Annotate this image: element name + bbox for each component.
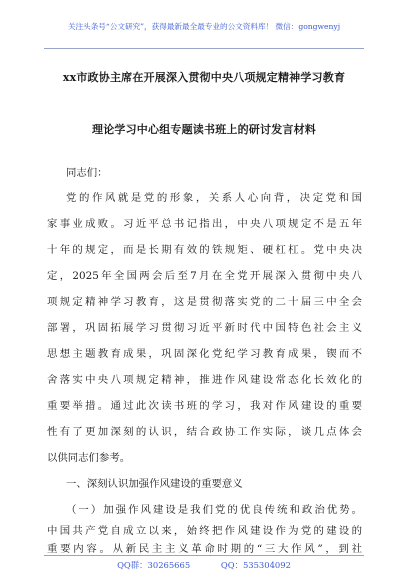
paragraph-line: 以供同志们参考。 (47, 452, 131, 464)
header-banner: 关注头条号“公文研究”，获得最新最全最专业的公文资料库！ 微信：gongwenyj (67, 22, 341, 31)
footer-qq-group: QQ群：30265665 (117, 560, 191, 570)
document-title-line-2: 理论学习中心组专题读书班上的研讨发言材料 (92, 123, 316, 136)
paragraph-line: 项规定精神学习教育，这是贯彻落实党的二十届三中全会 (47, 296, 362, 308)
paragraph-line: 定，2025年全国两会后至7月在全党开展深入贯彻中央八 (47, 270, 362, 282)
paragraph-line: 部署，巩固拓展学习贯彻习近平新时代中国特色社会主义 (47, 322, 362, 334)
greeting: 同志们： (66, 167, 108, 179)
paragraph-line: 性有了更加深刻的认识，结合政协工作实际，谈几点体会 (47, 426, 362, 438)
paragraph-line: 思想主题教育成果，巩固深化党纪学习教育成果，锲而不 (47, 348, 362, 360)
paragraph-line: 重要举措。通过此次读书班的学习，我对作风建设的重要 (47, 400, 362, 412)
paragraph-line: （一）加强作风建设是我们党的优良传统和政治优势。 (66, 504, 362, 516)
footer-qq-contact: QQ：535304092 (220, 560, 291, 570)
paragraph-line: 重要内容。从新民主主义革命时期的“三大作风”，到社 (47, 543, 362, 554)
paragraph-line: 十年的规定，而是长期有效的铁规矩、硬杠杠。党中央决 (47, 244, 362, 256)
header-divider (44, 48, 364, 49)
paragraph-line: 党的作风就是党的形象，关系人心向背，决定党和国 (66, 192, 362, 204)
paragraph-line: 舍落实中央八项规定精神，推进作风建设常态化长效化的 (47, 374, 362, 386)
section-heading: 一、深刻认识加强作风建设的重要意义 (66, 478, 243, 490)
footer-divider (44, 555, 364, 556)
footer (0, 560, 408, 571)
paragraph-line: 中国共产党自成立以来，始终把作风建设作为党的建设的 (47, 525, 362, 537)
document-title-line-1: xx市政协主席在开展深入贯彻中央八项规定精神学习教育 (62, 71, 346, 84)
paragraph-line: 家事业成败。习近平总书记指出，中央八项规定不是五年 (47, 218, 362, 230)
